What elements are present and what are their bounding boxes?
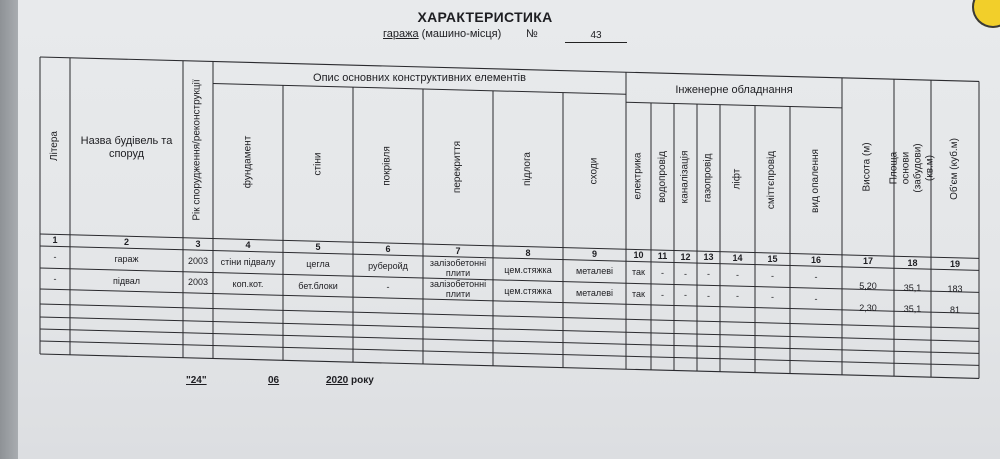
column-header-7 — [423, 90, 493, 245]
column-header-label: покрівля — [382, 145, 393, 186]
table-cell: - — [386, 282, 390, 293]
table-cell: 81 — [949, 305, 960, 316]
subtitle-object: гаража — [383, 28, 419, 40]
table-cell: 2003 — [187, 277, 209, 288]
column-header-label: підлога — [521, 152, 533, 187]
table-cell: коп.кот. — [232, 278, 264, 289]
column-number: 7 — [455, 245, 461, 256]
column-number: 8 — [525, 247, 531, 258]
column-number: 14 — [732, 252, 743, 263]
column-number: 2 — [123, 237, 129, 248]
column-header-label: Площа основи (забудови) (кв.м) — [888, 143, 936, 193]
column-header-14 — [720, 105, 755, 252]
table-cell: - — [736, 291, 739, 302]
header-group-engineering: Інженерне обладнання — [675, 83, 793, 96]
column-number: 4 — [245, 240, 251, 251]
date-year — [326, 375, 374, 386]
table-cell: бет.блоки — [298, 280, 338, 291]
column-header-16 — [790, 107, 842, 254]
table-cell: - — [684, 268, 687, 279]
column-number: 13 — [703, 252, 714, 263]
table-cell: цегла — [306, 259, 330, 270]
column-header-label: електрика — [632, 152, 644, 200]
table-cell: руберойд — [368, 260, 408, 271]
column-number: 16 — [810, 255, 821, 265]
column-header-label: газопровід — [702, 153, 714, 203]
table-cell: так — [632, 288, 645, 299]
table-cell: стіни підвалу — [220, 257, 276, 268]
column-header-19 — [931, 81, 979, 258]
column-header-1 — [40, 57, 70, 234]
table-cell: - — [53, 273, 57, 284]
column-number: 17 — [862, 256, 873, 267]
column-header-label: водопровід — [656, 150, 668, 203]
date-year-suffix: року — [348, 375, 374, 386]
column-header-8 — [493, 92, 563, 247]
column-header-label: сходи — [588, 157, 600, 185]
column-number: 18 — [907, 257, 918, 268]
column-header-11 — [651, 103, 674, 250]
column-header-label: Літера — [49, 130, 60, 161]
column-header-10 — [626, 103, 651, 250]
table-cell: - — [771, 270, 774, 281]
column-header-label: фундамент — [241, 135, 253, 189]
column-header-9 — [563, 93, 626, 248]
date-day: "24" — [186, 375, 207, 386]
table-cell: - — [707, 290, 710, 301]
table-cell: залізобетонні плити — [429, 257, 487, 278]
table-cell: - — [661, 268, 664, 278]
column-header-4 — [213, 84, 283, 239]
table-cell: - — [771, 292, 774, 303]
column-header-label: перекриття — [451, 141, 463, 194]
table-cell: залізобетонні плити — [429, 279, 487, 300]
column-header-6 — [353, 88, 423, 243]
column-header-15 — [755, 106, 790, 253]
table-cell: - — [736, 269, 739, 280]
column-header-label: вид опалення — [810, 148, 821, 213]
table-cell: 5,20 — [859, 281, 877, 292]
column-header-17 — [842, 79, 894, 256]
column-header-building-name: Назва будівель та споруд — [80, 135, 173, 160]
column-number: 15 — [767, 253, 778, 264]
column-number: 12 — [680, 251, 691, 262]
column-header-label: Рік спорудження/реконструкції — [192, 78, 204, 221]
column-header-label: Висота (м) — [862, 142, 873, 192]
column-header-label: сміттєпровід — [766, 150, 778, 209]
column-number: 3 — [195, 238, 201, 249]
column-header-5 — [283, 86, 353, 241]
table-cell: гараж — [114, 254, 139, 265]
column-number: 19 — [949, 258, 960, 269]
column-header-18 — [888, 80, 936, 257]
table-cell: 2,30 — [859, 302, 877, 313]
table-cell: 35,1 — [903, 282, 922, 293]
subtitle-rest: (машино-місця) — [418, 28, 502, 40]
document-title: ХАРАКТЕРИСТИКА — [417, 9, 553, 25]
column-header-label: ліфт — [731, 168, 743, 189]
table-cell: 183 — [947, 283, 963, 294]
table-cell: - — [684, 290, 687, 301]
column-header-label: каналізація — [679, 150, 691, 204]
table-cell: цем.стяжка — [504, 264, 552, 275]
column-number: 9 — [591, 249, 597, 260]
column-header-3 — [183, 61, 213, 238]
table-cell: так — [632, 267, 645, 278]
column-number: 6 — [385, 243, 391, 254]
table-cell: підвал — [112, 275, 141, 286]
table-cell: - — [814, 293, 818, 304]
column-number: 10 — [633, 250, 644, 261]
date-year-value: 2020 — [326, 375, 349, 386]
table-cell: 2003 — [187, 255, 209, 266]
table-cell: 35,1 — [903, 304, 922, 314]
column-number: 11 — [657, 251, 668, 261]
header-group-construction: Опис основних конструктивних елементів — [313, 71, 526, 84]
column-header-13 — [697, 104, 720, 251]
column-header-label: Об'єм (куб.м) — [949, 138, 960, 201]
column-header-12 — [674, 104, 697, 251]
table-cell: цем.стяжка — [504, 286, 552, 297]
table-cell: - — [53, 252, 57, 263]
table-cell: - — [661, 289, 664, 300]
table-cell: - — [707, 269, 710, 280]
date-month: 06 — [268, 375, 280, 386]
number-value: 43 — [565, 30, 627, 43]
column-header-label: стіни — [311, 152, 323, 176]
table-cell: - — [814, 272, 818, 282]
table-cell: металеві — [576, 266, 613, 277]
column-number: 5 — [315, 242, 321, 253]
number-label: № — [526, 28, 538, 40]
table-cell: металеві — [576, 287, 613, 298]
column-number: 1 — [52, 235, 58, 246]
